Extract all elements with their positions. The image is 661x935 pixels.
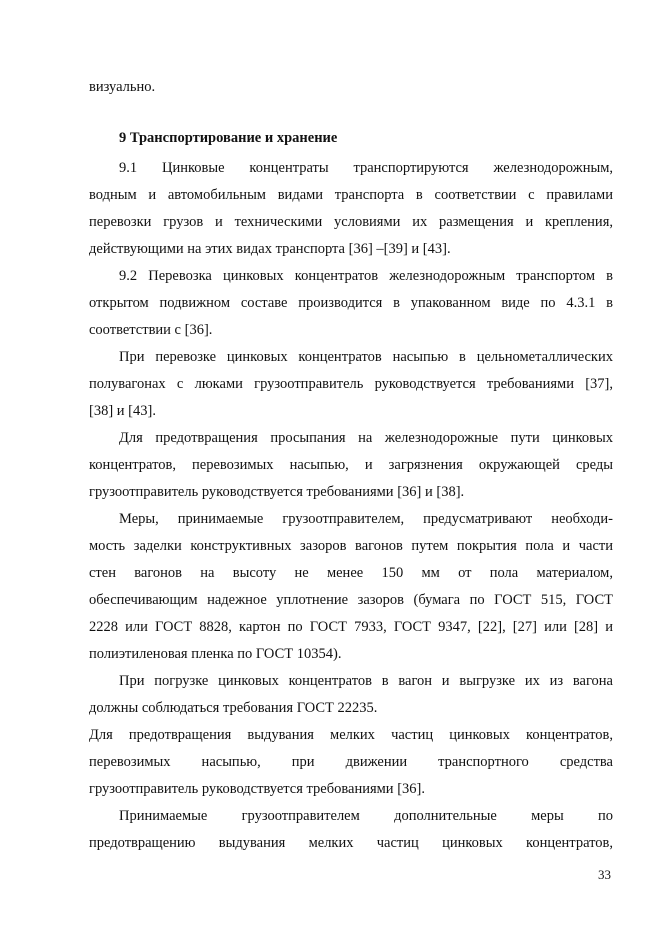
text-line: полиэтиленовая пленка по ГОСТ 10354). [89,646,342,662]
text-line: мость заделки конструктивных зазоров вагонов путем покрытия пола и части [89,538,613,554]
text-line: визуально. [89,79,156,95]
text-line: 2228 или ГОСТ 8828, картон по ГОСТ 7933, ГОСТ 9347, [22], [27] или [28] и [89,619,613,635]
text-line: концентратов, перевозимых насыпью, и загрязнения окружающей среды [89,457,613,473]
text-line: Принимаемые грузоотправителем дополнительные меры по [119,808,613,824]
text-line: 9.2 Перевозка цинковых концентратов железнодорожным транспортом в [119,268,613,284]
text-line: полувагонах с люками грузоотправитель руководствуется требованиями [37], [89,376,613,392]
text-line: Меры, принимаемые грузоотправителем, предусматривают необходи- [119,511,613,527]
text-line: перевозимых насыпью, при движении транспортного средства [89,754,613,770]
section-heading: 9 Транспортирование и хранение [119,130,338,146]
text-line: 9.1 Цинковые концентраты транспортируются железнодорожным, [119,160,613,176]
text-line: грузоотправитель руководствуется требованиями [36] и [38]. [89,484,465,500]
text-line: предотвращению выдувания мелких частиц цинковых концентратов, [89,835,613,851]
text-line: должны соблюдаться требования ГОСТ 22235. [89,700,378,716]
page-number: 33 [598,867,611,882]
text-line: действующими на этих видах транспорта [36] –[39] и [43]. [89,241,451,257]
text-line: стен вагонов на высоту не менее 150 мм от пола материалом, [89,565,613,581]
text-line: Для предотвращения просыпания на железнодорожные пути цинковых [119,430,613,446]
text-line: Для предотвращения выдувания мелких частиц цинковых концентратов, [89,727,613,743]
text-line: водным и автомобильным видами транспорта в соответствии с правилами [89,187,613,203]
text-line: При перевозке цинковых концентратов насыпью в цельнометаллических [119,349,613,365]
text-line: обеспечивающим надежное уплотнение зазоров (бумага по ГОСТ 515, ГОСТ [89,592,613,608]
text-line: При погрузке цинковых концентратов в вагон и выгрузке их из вагона [119,673,613,689]
text-line: [38] и [43]. [89,403,156,419]
text-line: открытом подвижном составе производится в упакованном виде по 4.3.1 в [89,295,613,311]
text-line: грузоотправитель руководствуется требованиями [36]. [89,781,425,797]
text-line: соответствии с [36]. [89,322,213,338]
text-line: перевозки грузов и техническими условиями их размещения и крепления, [89,214,613,230]
